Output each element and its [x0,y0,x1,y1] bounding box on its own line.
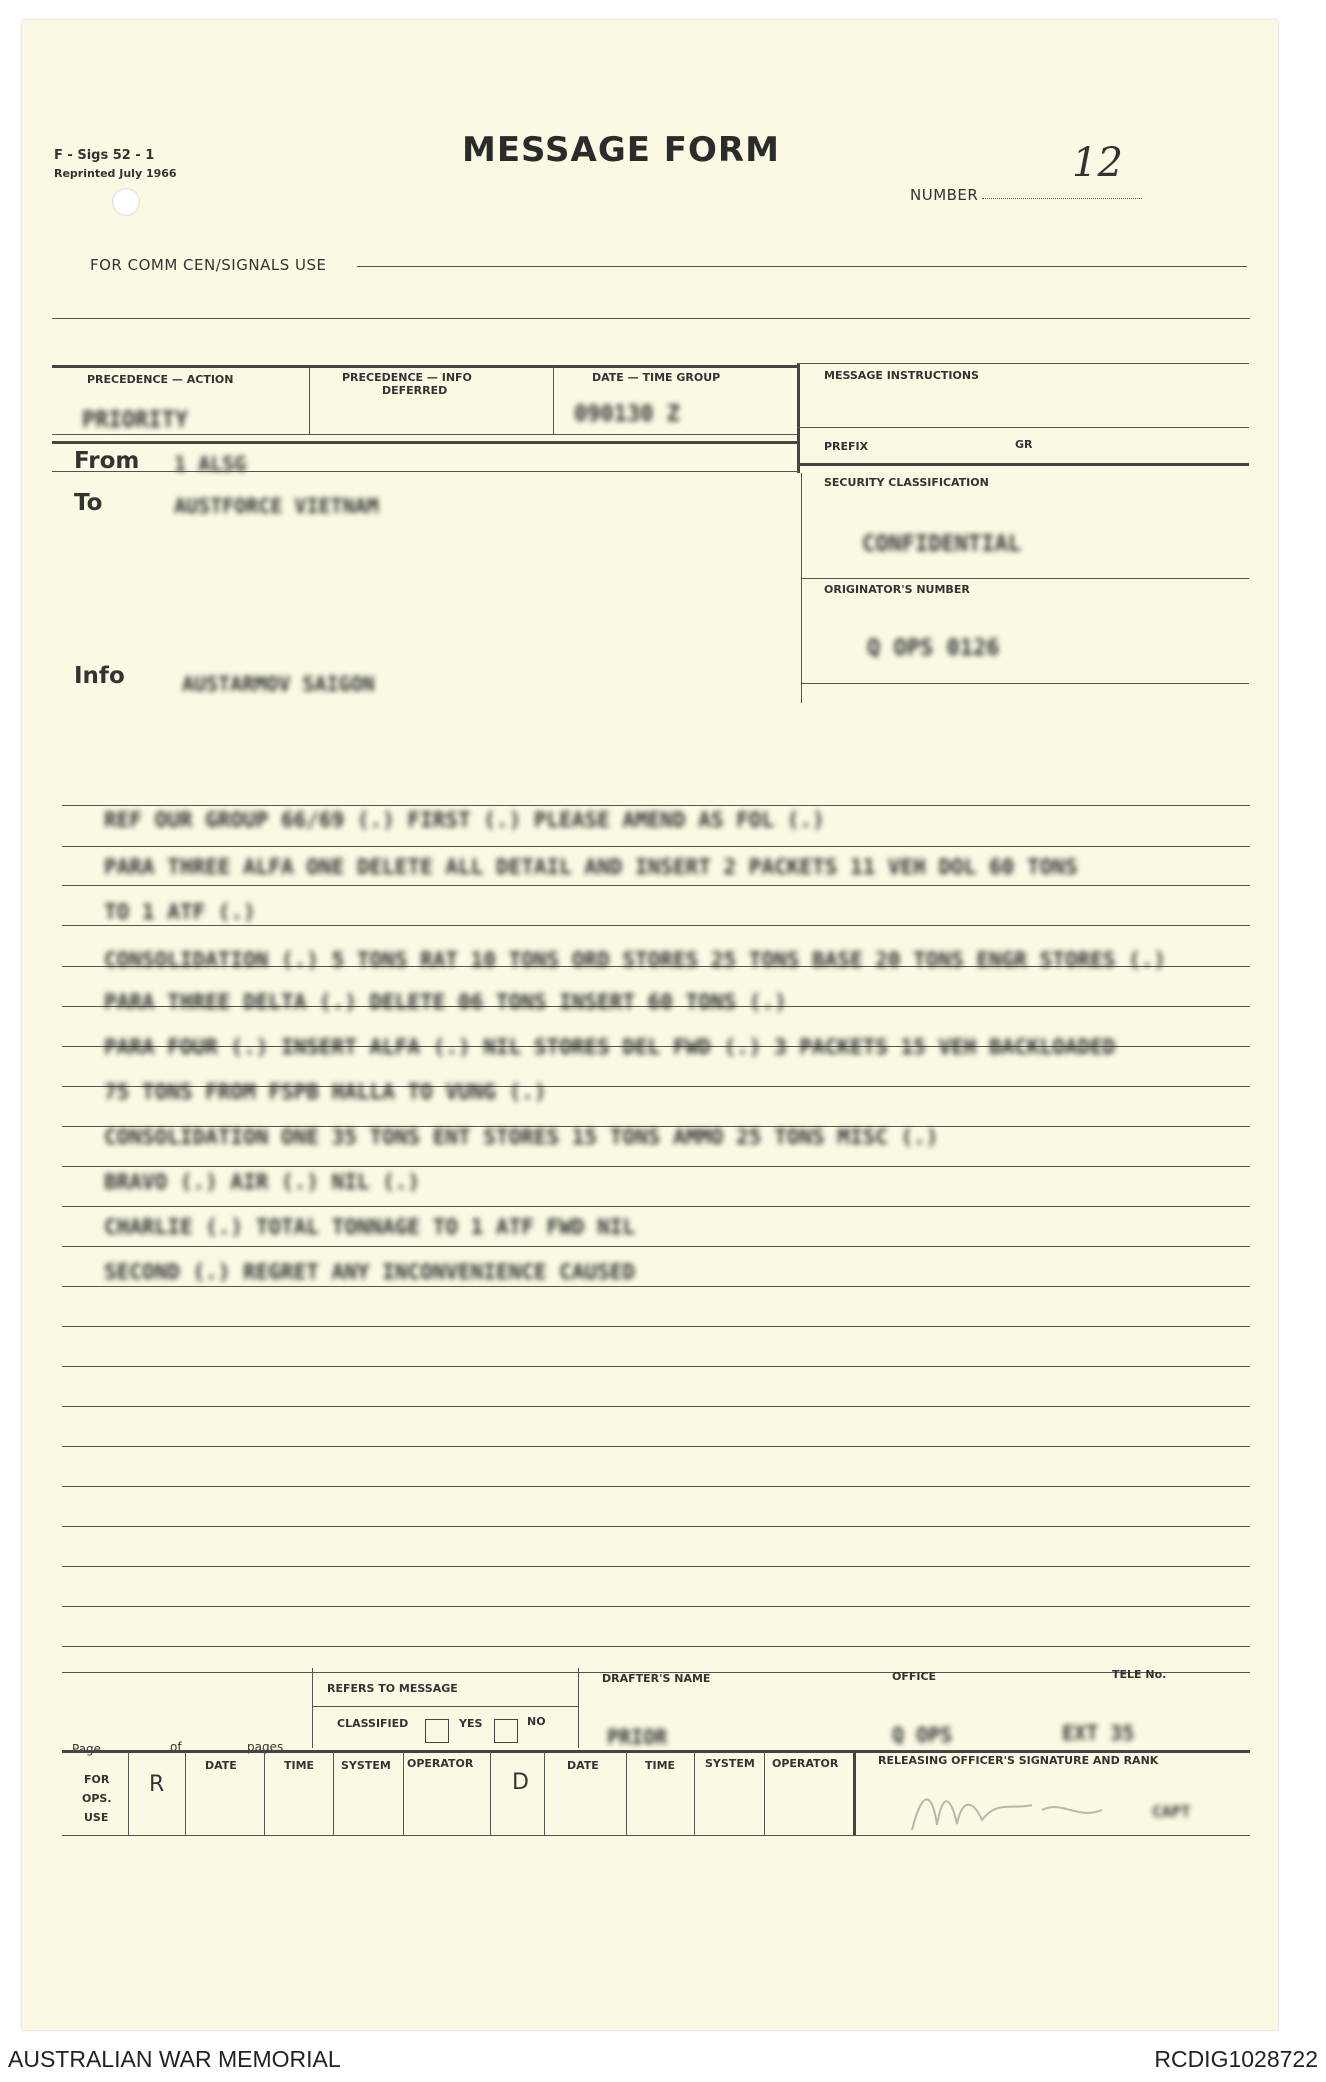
dtg-label: DATE — TIME GROUP [592,371,721,384]
d-system-label: SYSTEM [705,1757,755,1770]
classified-label: CLASSIFIED [337,1717,409,1730]
ops-label-ops: OPS. [82,1792,112,1805]
from-line [52,441,799,444]
gr-label: GR [1015,438,1033,451]
security-divider [801,578,1249,579]
comm-line-2 [52,318,1250,319]
originator-label: ORIGINATOR'S NUMBER [824,583,970,596]
instr-left-border [797,363,800,473]
message-line: CONSOLIDATION ONE 35 TONS ENT STORES 15 TONS AMMO 25 TONS MISC (.) [104,1125,939,1149]
tele-label: TELE No. [1112,1668,1167,1681]
r-label: R [149,1772,165,1797]
form-title: MESSAGE FORM [462,130,780,170]
ruled-line [62,1366,1250,1367]
ops-divider [626,1752,627,1835]
ops-divider [764,1752,765,1835]
ruled-line [62,925,1250,926]
ruled-line [62,1526,1250,1527]
ops-divider [264,1752,265,1835]
dtg-value: 090130 Z [574,402,680,427]
security-bottom-border [801,683,1249,684]
ops-divider [544,1752,545,1835]
ops-divider [185,1752,186,1835]
message-line: CONSOLIDATION (.) 5 TONS RAT 10 TONS ORD STORES 25 TONS BASE 20 TONS ENGR STORES (.) [104,948,1167,972]
classified-no-checkbox[interactable] [494,1719,518,1743]
number-label: NUMBER [910,186,979,204]
ruled-line [62,805,1250,806]
r-time-label: TIME [284,1759,315,1772]
message-line: PARA THREE DELTA (.) DELETE 06 TONS INSERT 60 TONS (.) [104,990,787,1014]
prec-divider-1 [309,367,310,434]
message-form-sheet [22,20,1278,2030]
from-label: From [74,448,140,474]
message-line: CHARLIE (.) TOTAL TONNAGE TO 1 ATF FWD NIL [104,1215,636,1239]
from-underline [52,471,799,472]
instr-bottom-border [797,463,1249,466]
tele-value: EXT 35 [1062,1721,1135,1745]
office-value: Q OPS [892,1723,953,1747]
ruled-line [62,1606,1250,1607]
ruled-line [62,1286,1250,1287]
ruled-line [62,1646,1250,1647]
ruled-line [62,1446,1250,1447]
releasing-left-border [853,1750,856,1835]
message-line: PARA FOUR (.) INSERT ALFA (.) NIL STORES DEL FWD (.) 3 PACKETS 15 VEH BACKLOADED [104,1035,1116,1059]
punch-hole [112,188,140,216]
ruled-line [62,885,1250,886]
drafter-label: DRAFTER'S NAME [602,1672,711,1685]
info-label: Info [74,663,125,689]
pages-label: pages [247,1740,284,1754]
number-line [982,198,1142,199]
security-left-border [801,473,802,703]
ops-top-border [62,1750,1250,1753]
classified-yes-checkbox[interactable] [425,1719,449,1743]
footer-id: RCDIG1028722 [1154,2046,1318,2072]
yes-label: YES [459,1717,483,1730]
prefix-label: PREFIX [824,440,869,453]
refers-divider [312,1706,578,1707]
ops-divider [128,1752,129,1835]
ruled-line [62,1246,1250,1247]
to-label: To [74,490,103,516]
message-line: TO 1 ATF (.) [104,900,256,924]
d-operator-label: OPERATOR [772,1757,839,1770]
prec-bottom-border [52,434,799,435]
precedence-deferred-label: DEFERRED [382,384,448,397]
footer-source: AUSTRALIAN WAR MEMORIAL [8,2046,341,2072]
precedence-action-label: PRECEDENCE — ACTION [87,373,234,386]
ruled-line [62,1406,1250,1407]
ops-divider [403,1752,404,1835]
ops-label-for: FOR [84,1773,110,1786]
ruled-line [62,846,1250,847]
ops-divider [333,1752,334,1835]
message-line: BRAVO (.) AIR (.) NIL (.) [104,1170,421,1194]
r-operator-label: OPERATOR [407,1757,474,1770]
precedence-value: PRIORITY [82,408,188,433]
message-line: SECOND (.) REGRET ANY INCONVENIENCE CAUSED [104,1260,636,1284]
d-label: D [512,1770,529,1795]
page-label: Page [72,1742,102,1756]
prec-divider-2 [553,367,554,434]
security-label: SECURITY CLASSIFICATION [824,476,989,489]
from-value: 1 ALSG [174,452,247,476]
rank-value: CAPT [1152,1802,1191,1821]
d-time-label: TIME [645,1759,676,1772]
releasing-label: RELEASING OFFICER'S SIGNATURE AND RANK [878,1754,1159,1767]
comm-cen-label: FOR COMM CEN/SIGNALS USE [90,256,327,274]
ruled-line [62,1486,1250,1487]
number-value: 12 [1072,140,1123,186]
ops-label-use: USE [84,1811,109,1824]
reprint-note: Reprinted July 1966 [54,167,177,180]
message-instructions-label: MESSAGE INSTRUCTIONS [824,369,979,382]
info-value: AUSTARMOV SAIGON [182,672,375,696]
message-line: PARA THREE ALFA ONE DELETE ALL DETAIL AND INSERT 2 PACKETS 11 VEH DOL 60 TONS [104,855,1078,879]
to-value: AUSTFORCE VIETNAM [174,494,379,518]
ruled-line [62,1566,1250,1567]
d-date-label: DATE [567,1759,599,1772]
refers-label: REFERS TO MESSAGE [327,1682,458,1695]
instr-top-border [797,363,1249,364]
ruled-line [62,1326,1250,1327]
drafter-value: PRIOR [607,1725,668,1749]
r-date-label: DATE [205,1759,237,1772]
ops-divider [490,1752,491,1835]
r-system-label: SYSTEM [341,1759,391,1772]
ruled-line [62,1206,1250,1207]
prec-top-border [52,365,799,368]
comm-line-1 [357,266,1247,267]
instr-divider [797,427,1249,428]
refers-left-border [312,1668,313,1748]
security-value: CONFIDENTIAL [862,532,1021,557]
refers-right-border [578,1668,579,1748]
originator-value: Q OPS 0126 [867,636,1000,661]
message-line: 75 TONS FROM FSPB HALLA TO VUNG (.) [104,1080,547,1104]
form-code: F - Sigs 52 - 1 [54,148,155,163]
no-label: NO [527,1715,546,1728]
ops-divider [694,1752,695,1835]
of-label: of [170,1740,182,1754]
office-label: OFFICE [892,1670,937,1683]
message-line: REF OUR GROUP 66/69 (.) FIRST (.) PLEASE AMEND AS FOL (.) [104,808,825,832]
ruled-line [62,1166,1250,1167]
precedence-info-label: PRECEDENCE — INFO [342,371,472,384]
